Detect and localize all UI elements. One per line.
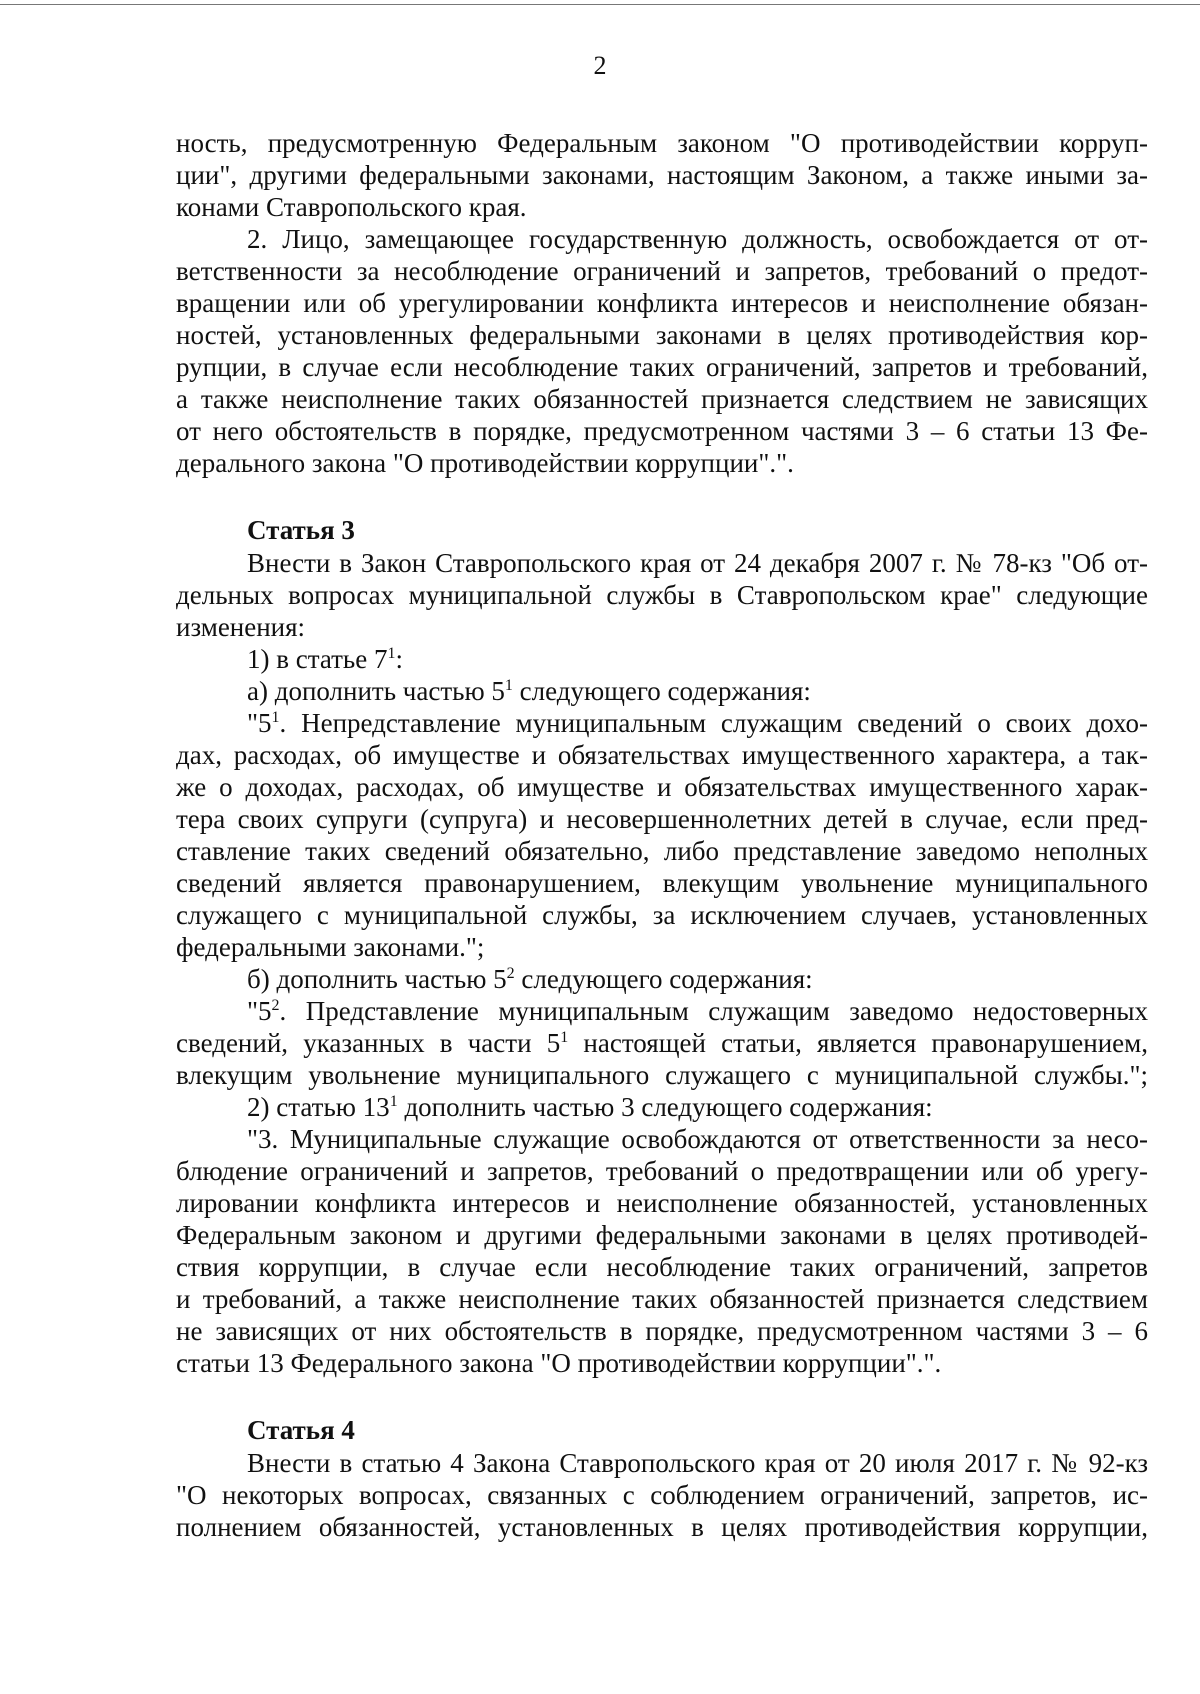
quote-first-line: "$5^2$. Представление муниципальным служащим заведомо недостоверных — [247, 996, 1148, 1026]
paragraph-first-line: Внести в Закон Ставропольского края от 24 декабря 2007 г. № 78-кз "Об от- — [247, 548, 1148, 578]
text-line: вращении или об урегулировании конфликта интересов и неисполнение обязан- — [176, 288, 1148, 318]
list-item-1: 1) в статье $7^1$: — [247, 644, 403, 674]
top-rule — [0, 4, 1200, 5]
text-line: и требований, а также неисполнение таких обязанностей признается следствием — [176, 1284, 1148, 1314]
text-line: дах, расходах, об имуществе и обязательствах имущественного характера, а так- — [176, 740, 1148, 770]
list-item-1a: а) дополнить частью $5^1$ следующего содержания: — [247, 676, 811, 706]
article-3-heading: Статья 3 — [247, 515, 355, 545]
text-line: Федеральным законом и другими федеральными законами в целях противодей- — [176, 1220, 1148, 1250]
text-line: тера своих супруги (супруга) и несовершеннолетних детей в случае, если пред- — [176, 804, 1148, 834]
page-number: 2 — [593, 51, 607, 80]
text-line: изменения: — [176, 612, 306, 642]
paragraph-first-line: Внести в статью 4 Закона Ставропольского края от 20 июля 2017 г. № 92-кз — [247, 1448, 1148, 1478]
text-line: а также неисполнение таких обязанностей признается следствием не зависящих — [176, 384, 1148, 414]
list-item-2: 2) статью $13^1$ дополнить частью 3 следующего содержания: — [247, 1092, 933, 1122]
text-line: ствия коррупции, в случае если несоблюдение таких ограничений, запретов — [176, 1252, 1148, 1282]
text-line: "О некоторых вопросах, связанных с соблюдением ограничений, запретов, ис- — [176, 1480, 1148, 1510]
text-line: федеральными законами."; — [176, 932, 485, 962]
text-line: же о доходах, расходах, об имуществе и обязательствах имущественного харак- — [176, 772, 1148, 802]
text-line: влекущим увольнение муниципального служащего с муниципальной службы."; — [176, 1060, 1148, 1090]
text-line: дерального закона "О противодействии коррупции".". — [176, 448, 794, 478]
text-line: ность, предусмотренную Федеральным законом "О противодействии корруп- — [176, 128, 1148, 158]
text-line: служащего с муниципальной службы, за исключением случаев, установленных — [176, 900, 1148, 930]
text-line: дельных вопросах муниципальной службы в Ставропольском крае" следующие — [176, 580, 1148, 610]
quote-first-line: "$5^1$. Непредставление муниципальным служащим сведений о своих дохо- — [247, 708, 1148, 738]
text-line: статьи 13 Федерального закона "О противодействии коррупции".". — [176, 1348, 942, 1378]
text-line: не зависящих от них обстоятельств в порядке, предусмотренном частями 3 – 6 — [176, 1316, 1148, 1346]
text-line: от него обстоятельств в порядке, предусмотренном частями 3 – 6 статьи 13 Фе- — [176, 416, 1148, 446]
text-line: конами Ставропольского края. — [176, 192, 527, 222]
text-line: рупции, в случае если несоблюдение таких ограничений, запретов и требований, — [176, 352, 1148, 382]
text-line: лировании конфликта интересов и неисполнение обязанностей, установленных — [176, 1188, 1148, 1218]
text-line: ветственности за несоблюдение ограничений и запретов, требований о предот- — [176, 256, 1148, 286]
text-line: сведений является правонарушением, влекущим увольнение муниципального — [176, 868, 1148, 898]
text-line: сведений, указанных в части $5^1$ настоящей статьи, является правонарушением, — [176, 1028, 1148, 1058]
paragraph-first-line: 2. Лицо, замещающее государственную должность, освобождается от от- — [247, 224, 1148, 254]
text-line: ции", другими федеральными законами, настоящим Законом, а также иными за- — [176, 160, 1148, 190]
text-line: ностей, установленных федеральными законами в целях противодействия кор- — [176, 320, 1148, 350]
text-line: полнением обязанностей, установленных в целях противодействия коррупции, — [176, 1512, 1148, 1542]
text-line: блюдение ограничений и запретов, требований о предотвращении или об урегу- — [176, 1156, 1148, 1186]
text-line: ставление таких сведений обязательно, либо представление заведомо неполных — [176, 836, 1148, 866]
quote-first-line: "3. Муниципальные служащие освобождаются от ответственности за несо- — [247, 1124, 1148, 1154]
article-4-heading: Статья 4 — [247, 1415, 355, 1445]
list-item-1b: б) дополнить частью $5^2$ следующего содержания: — [247, 964, 813, 994]
